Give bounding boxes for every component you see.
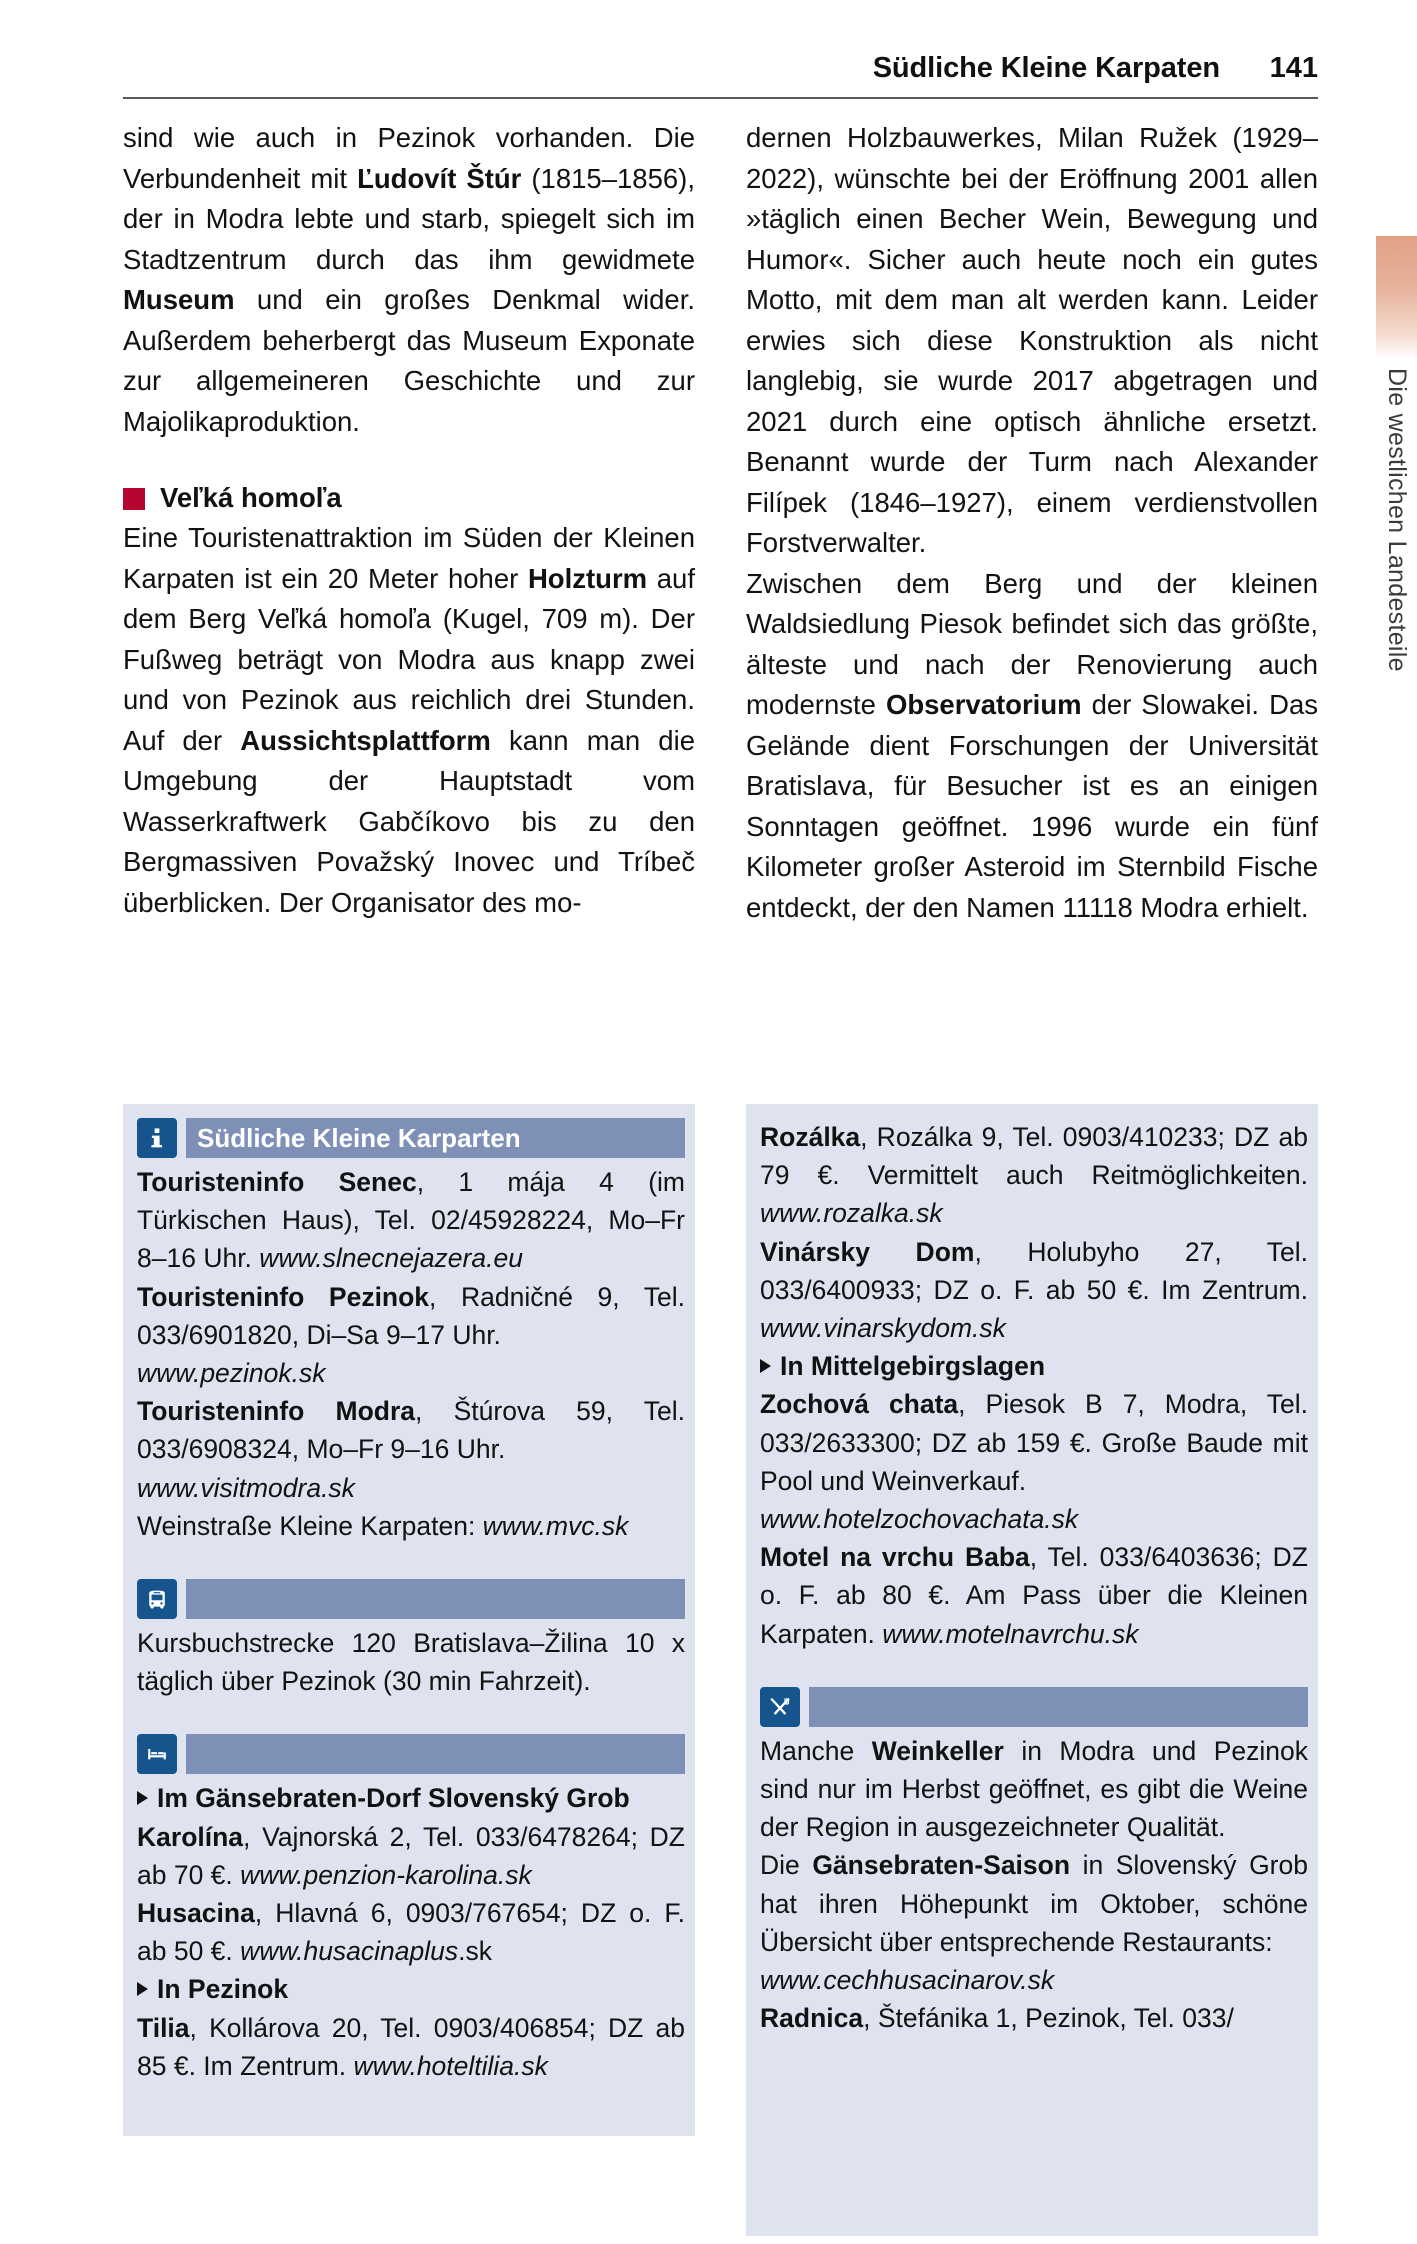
section-heading-velka-homola (123, 480, 695, 516)
triangle-bullet-icon (137, 1791, 148, 1805)
left-column (123, 118, 695, 923)
transport-block-bar (186, 1579, 685, 1619)
accommodation-entries-1: Karolína, Vajnorská 2, Tel. 033/6478264; DZ ab 70 €. www.penzion-karolina.sk Husacina, Hlavná 6, 0903/767654; DZ o. F. ab 50 €. www.husacinaplus.sk (137, 1821, 685, 1967)
info-icon (137, 1118, 177, 1158)
paragraph-observatory: Zwischen dem Berg und der kleinen Waldsiedlung Piesok befindet sich das größte, älteste und nach der Renovierung auch modernste Observatorium der Slowakei. Das Gelände dient Forschungen der Universität Bratislava, für Besucher ist es an einigen Sonntagen geöffnet. 1996 wurde ein fünf Kilometer großer Asteroid im Sternbild Fische entdeckt, der den Namen 11118 Modra erhielt. (746, 567, 1318, 923)
page-number: 141 (1269, 52, 1318, 84)
square-bullet-icon (123, 488, 145, 510)
accommodation-block-bar (186, 1734, 685, 1774)
cutlery-icon (760, 1687, 800, 1727)
side-tab-color-marker (1376, 236, 1417, 358)
paragraph-velka-homola: Eine Touristenattraktion im Süden der Kleinen Karpaten ist ein 20 Meter hoher Holzturm auf dem Berg Veľká homoľa (Kugel, 709 m). Der Fußweg beträgt von Modra aus knapp zwei und von Pezinok aus reichlich drei Stunden. Auf der Aussichtsplattform kann man die Umgebung der Hauptstadt vom Wasserkraftwerk Gabčíkovo bis zu den Bergmassiven Považský Inovec und Tríbeč überblicken. Der Organisator des mo- (123, 522, 695, 918)
accommodation-sub-heading-1 (137, 1779, 685, 1817)
bed-icon (137, 1734, 177, 1774)
dining-block-header (760, 1687, 1308, 1727)
running-head-rule (123, 97, 1318, 99)
accommodation-entries-2: Tilia, Kollárova 20, Tel. 0903/406854; DZ ab 85 €. Im Zentrum. www.hoteltilia.sk (137, 2012, 685, 2081)
running-head-title: Südliche Kleine Karpaten (872, 52, 1220, 84)
accommodation-block-header (137, 1734, 685, 1774)
info-block-accommodation (137, 1734, 685, 2085)
accommodation-continued-sub-heading (760, 1347, 1308, 1385)
triangle-bullet-icon (137, 1982, 148, 1996)
dining-block-bar (809, 1687, 1308, 1727)
accommodation-sub-heading-1-label: Im Gänsebraten-Dorf Slovenský Grob (157, 1783, 630, 1814)
info-block-bar (186, 1118, 685, 1158)
right-column (746, 118, 1318, 928)
side-tab (1376, 236, 1417, 706)
accommodation-continued-entries-2: Zochová chata, Piesok B 7, Modra, Tel. 033/2633300; DZ ab 159 €. Große Baude mit Pool und Weinverkauf. www.hotelzochovachata.sk Motel na vrchu Baba, Tel. 033/6403636; DZ o. F. ab 80 €. Am Pass über die Kleinen Karpaten. www.motelnavrchu.sk (760, 1389, 1308, 1649)
section-heading-label: Veľká homoľa (160, 482, 342, 513)
transport-block-header (137, 1579, 685, 1619)
info-box-right (746, 1104, 1318, 2236)
info-block-tourist-info (137, 1118, 685, 1545)
info-box-left (123, 1104, 695, 2136)
accommodation-sub-heading-2 (137, 1970, 685, 2008)
info-block-accommodation-continued (760, 1118, 1308, 1653)
paragraph-tower-history: dernen Holzbauwerkes, Milan Ružek (1929–2022), wünschte bei der Eröffnung 2001 allen »täglich einen Becher Wein, Bewegung und Humor«. Sicher auch heute noch ein gutes Motto, mit dem man alt werden kann. Leider erwies sich diese Konstruktion als nicht langlebig, sie wurde 2017 abgetragen und 2021 durch eine optisch ähnliche ersetzt. Benannt wurde der Turm nach Alexander Filípek (1846–1927), einem verdienstvollen Forstverwalter. (746, 122, 1318, 558)
bus-icon (137, 1579, 177, 1619)
accommodation-sub-heading-2-label: In Pezinok (157, 1974, 289, 2005)
info-block-dining (760, 1687, 1308, 2038)
info-block-bar-label: Südliche Kleine Karparten (197, 1123, 521, 1153)
side-tab-label: Die westlichen Landesteile (1383, 368, 1411, 672)
running-head (123, 52, 1318, 104)
tourist-info-entries: Touristeninfo Senec, 1 mája 4 (im Türkischen Haus), Tel. 02/45928224, Mo–Fr 8–16 Uhr. www.slnecnejazera.eu Touristeninfo Pezinok, Radničné 9, Tel. 033/6901820, Di–Sa 9–17 Uhr. www.pezinok.sk Touristeninfo Modra, Štúrova 59, Tel. 033/6908324, Mo–Fr 9–16 Uhr. www.visitmodra.sk Weinstraße Kleine Karpaten: www.mvc.sk (137, 1167, 685, 1541)
side-tab-text (1376, 368, 1417, 698)
triangle-bullet-icon (760, 1359, 771, 1373)
paragraph-continued: sind wie auch in Pezinok vorhanden. Die Verbundenheit mit Ľudovít Štúr (1815–1856), der in Modra lebte und starb, spiegelt sich im Stadtzentrum durch das ihm gewidmete Museum und ein großes Denkmal wider. Außerdem beherbergt das Museum Exponate zur allgemeineren Geschichte und zur Majolikaproduktion. (123, 122, 695, 437)
accommodation-continued-entries: Rozálka, Rozálka 9, Tel. 0903/410233; DZ ab 79 €. Vermittelt auch Reitmöglichkeiten. www.rozalka.sk Vinársky Dom, Holubyho 27, Tel. 033/6400933; DZ o. F. ab 50 €. Im Zentrum. www.vinarskydom.sk (760, 1122, 1309, 1344)
dining-text: Manche Weinkeller in Modra und Pezinok sind nur im Herbst geöffnet, es gibt die Weine der Region in ausgezeichneter Qualität. Die Gänsebraten-Saison in Slovenský Grob hat ihren Höhepunkt im Oktober, schöne Übersicht über entsprechende Restaurants: www.cechhusacinarov.sk Radnica, Štefánika 1, Pezinok, Tel. 033/ (760, 1735, 1308, 2034)
accommodation-continued-sub-heading-label: In Mittelgebirgslagen (780, 1351, 1046, 1382)
info-block-transport (137, 1579, 685, 1700)
info-block-header (137, 1118, 685, 1158)
transport-text: Kursbuchstrecke 120 Bratislava–Žilina 10 x täglich über Pezinok (30 min Fahrzeit). (137, 1628, 685, 1697)
